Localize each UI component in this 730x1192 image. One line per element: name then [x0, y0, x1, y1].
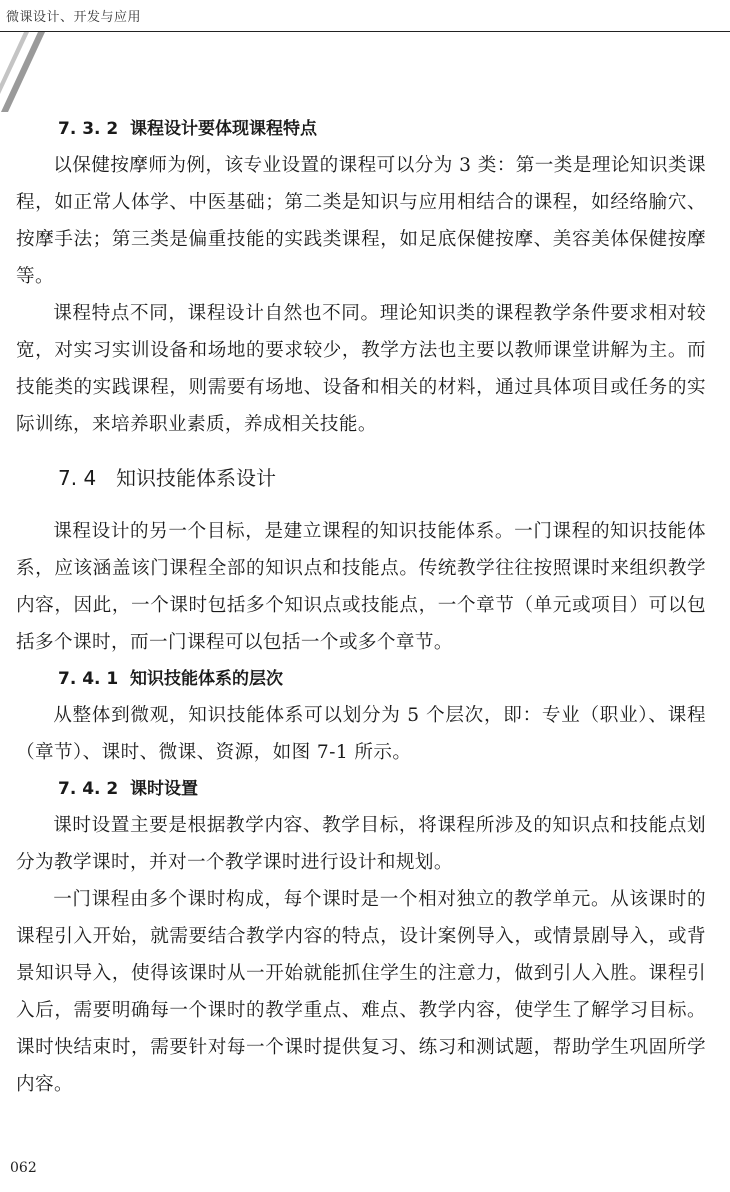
paragraph: 课程设计的另一个目标，是建立课程的知识技能体系。一门课程的知识技能体系，应该涵盖该门课程全部的知识点和技能点。传统教学往往按照课时来组织教学内容，因此，一个课时包括多个知识点或技能点，一个章节（单元或项目）可以包括多个课时，而一门课程可以包括一个或多个章节。 [16, 521, 706, 653]
section-title: 知识技能体系的层次 [130, 669, 283, 689]
slash-decoration-icon [0, 32, 46, 112]
section-title: 课时设置 [130, 779, 198, 799]
paragraph: 一门课程由多个课时构成，每个课时是一个相对独立的教学单元。从该课时的课程引入开始，就需要结合教学内容的特点，设计案例导入，或情景剧导入，或背景知识导入，使得该课时从一开始就能抓住学生的注意力，做到引人入胜。课程引入后，需要明确每一个课时的教学重点、难点、教学内容，使学生了解学习目标。课时快结束时，需要针对每一个课时提供复习、练习和测试题，帮助学生巩固所学内容。 [16, 889, 706, 1095]
section-number: 7. 4. 1 [58, 669, 119, 689]
section-number: 7. 4 [58, 466, 97, 490]
section-number: 7. 4. 2 [58, 779, 119, 799]
running-header: 微课设计、开发与应用 [6, 10, 142, 25]
paragraph: 课时设置主要是根据教学内容、教学目标，将课程所涉及的知识点和技能点划分为教学课时，并对一个教学课时进行设计和规划。 [16, 815, 706, 873]
section-heading-7-3-2 [16, 116, 706, 142]
section-heading-7-4-1 [16, 666, 706, 692]
paragraph: 课程特点不同，课程设计自然也不同。理论知识类的课程教学条件要求相对较宽，对实习实训设备和场地的要求较少，教学方法也主要以教师课堂讲解为主。而技能类的实践课程，则需要有场地、设备和相关的材料，通过具体项目或任务的实际训练，来培养职业素质，养成相关技能。 [16, 303, 706, 435]
header-rule [0, 31, 730, 32]
section-title: 课程设计要体现课程特点 [130, 119, 317, 139]
page-number: 062 [10, 1160, 37, 1176]
page-content [16, 116, 706, 1103]
paragraph: 以保健按摩师为例，该专业设置的课程可以分为 3 类：第一类是理论知识类课程，如正常人体学、中医基础；第二类是知识与应用相结合的课程，如经络腧穴、按摩手法；第三类是偏重技能的实践类课程，如足底保健按摩、美容美体保健按摩等。 [16, 155, 706, 287]
section-heading-7-4-2 [16, 776, 706, 802]
paragraph: 从整体到微观，知识技能体系可以划分为 5 个层次，即：专业（职业）、课程（章节）、课时、微课、资源，如图 7-1 所示。 [16, 705, 706, 763]
section-number: 7. 3. 2 [58, 119, 119, 139]
section-title: 知识技能体系设计 [116, 466, 276, 490]
section-heading-7-4 [16, 463, 706, 493]
